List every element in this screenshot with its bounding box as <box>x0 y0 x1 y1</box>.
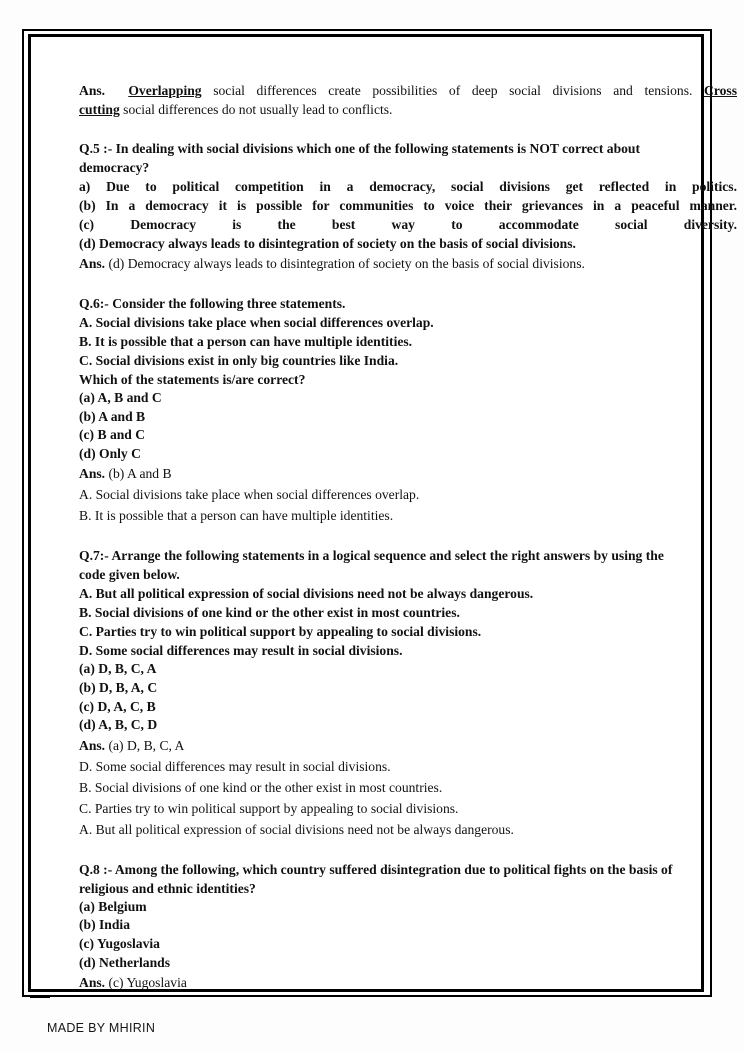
q4-answer-body-2: social differences do not usually lead to conflicts. <box>119 102 393 117</box>
q7-option-a: (a) D, B, C, A <box>79 661 157 677</box>
q6-statement-c: C. Social divisions exist in only big countries like India. <box>79 353 399 368</box>
q6-option-c: (c) B and C <box>79 427 146 443</box>
q5-question-line-2: democracy? <box>79 160 150 175</box>
q5-question-line-1: Q.5 :- In dealing with social divisions which one of the following statements is NOT correct about <box>79 141 641 156</box>
q8-question-line-1: Q.8 :- Among the following, which country suffered disintegration due to political fights on the basis of <box>79 861 673 877</box>
block-gap <box>79 119 737 139</box>
q7-option-b: (b) D, B, A, C <box>79 679 158 695</box>
document-text-column <box>79 81 737 993</box>
q7-statement-a: A. But all political expression of social divisions need not be always dangerous. <box>79 586 534 602</box>
q5-option-d: (d) Democracy always leads to disintegration of society on the basis of social divisions. <box>79 236 576 251</box>
q7-explanation-1: D. Some social differences may result in social divisions. <box>79 758 391 774</box>
q6-option-a: (a) A, B and C <box>79 390 162 405</box>
q6-answer-text: (b) A and B <box>108 466 172 482</box>
q6-question: Q.6:- Consider the following three statements. <box>79 296 346 311</box>
q5-option-a: a) Due to political competition in a democracy, social divisions get reflected in politics. <box>79 179 737 194</box>
page-border-inner <box>28 34 737 992</box>
q7-statement-c: C. Parties try to win political support by appealing to social divisions. <box>79 624 482 640</box>
q5-option-b: (b) In a democracy it is possible for communities to voice their grievances in a peaceful manner. <box>79 198 737 213</box>
q8-answer-text: (c) Yugoslavia <box>108 975 187 991</box>
q7-explanation-4: A. But all political expression of social divisions need not be always dangerous. <box>79 821 514 837</box>
q8-option-c: (c) Yugoslavia <box>79 935 160 951</box>
q6-statement-b: B. It is possible that a person can have multiple identities. <box>79 334 413 349</box>
footer-credit: MADE BY MHIRIN <box>47 1021 156 1035</box>
q6-answer <box>79 463 737 484</box>
q8-option-a: (a) Belgium <box>79 898 147 914</box>
ans-label: Ans. <box>79 256 106 271</box>
q8-option-b: (b) India <box>79 917 130 933</box>
q7-question-line-2: code given below. <box>79 567 180 583</box>
spacer <box>105 83 128 98</box>
q7-option-d: (d) A, B, C, D <box>79 717 158 733</box>
block-gap <box>79 274 737 294</box>
q7-explanation-2: B. Social divisions of one kind or the other exist in most countries. <box>79 779 443 795</box>
term-cross: Cross <box>704 83 737 98</box>
q4-answer-line-1 <box>79 81 737 100</box>
q7-statement-d: D. Some social differences may result in social divisions. <box>79 643 403 659</box>
frame-tick-mark <box>30 995 50 998</box>
term-cutting: cutting <box>79 102 120 117</box>
block-gap <box>79 840 737 860</box>
q5-option-c: (c) Democracy is the best way to accommodate social diversity. <box>79 217 737 232</box>
q6-explanation-a: A. Social divisions take place when social differences overlap. <box>79 487 420 503</box>
ans-label: Ans. <box>79 737 106 753</box>
ans-label: Ans. <box>79 466 106 482</box>
q6-option-d: (d) Only C <box>79 445 141 461</box>
q7-option-c: (c) D, A, C, B <box>79 698 156 714</box>
ans-label: Ans. <box>79 975 106 991</box>
block-gap <box>79 526 737 546</box>
q4-answer-line-2 <box>79 100 737 119</box>
term-overlapping: Overlapping <box>128 83 202 98</box>
q8-answer <box>79 972 737 993</box>
q7-statement-b: B. Social divisions of one kind or the other exist in most countries. <box>79 605 460 621</box>
q6-prompt: Which of the statements is/are correct? <box>79 372 306 387</box>
q8-option-d: (d) Netherlands <box>79 954 171 970</box>
q7-question-line-1: Q.7:- Arrange the following statements in a logical sequence and select the right answers by using the <box>79 548 664 564</box>
q6-option-b: (b) A and B <box>79 408 146 424</box>
q5-answer-text: (d) Democracy always leads to disintegration of society on the basis of social divisions. <box>108 256 585 271</box>
q5-answer <box>79 253 737 274</box>
q6-explanation-b: B. It is possible that a person can have multiple identities. <box>79 508 394 524</box>
q8-question-line-2: religious and ethnic identities? <box>79 880 256 896</box>
q4-answer-body-1: social differences create possibilities of deep social divisions and tensions. <box>201 83 705 98</box>
q7-explanation-3: C. Parties try to win political support by appealing to social divisions. <box>79 800 459 816</box>
q7-answer <box>79 735 737 756</box>
q6-statement-a: A. Social divisions take place when social differences overlap. <box>79 315 434 330</box>
ans-label: Ans. <box>79 83 106 98</box>
q7-answer-text: (a) D, B, C, A <box>108 737 185 753</box>
